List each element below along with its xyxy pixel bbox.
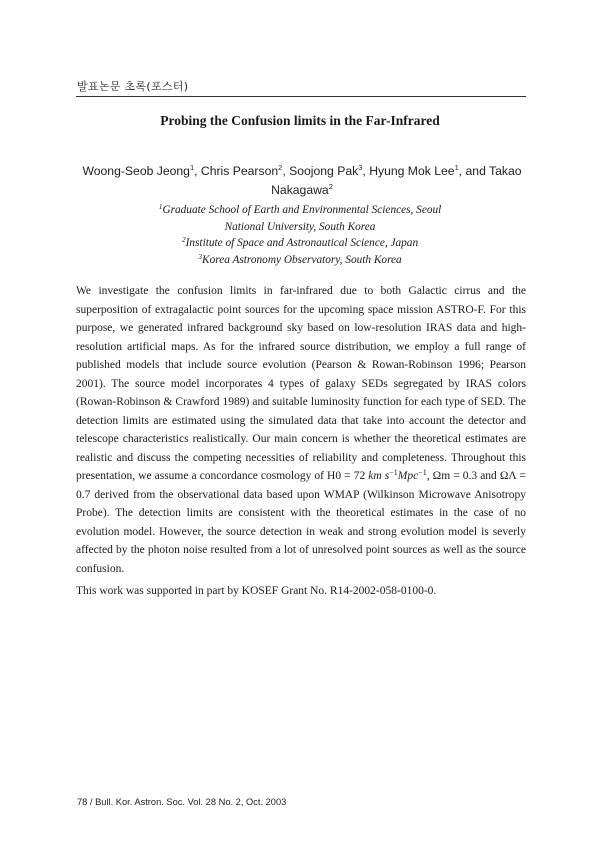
section-label: 발표논문 초록(포스터) xyxy=(77,80,189,93)
author-affil-mark: 2 xyxy=(278,163,283,172)
affiliation-number: 3 xyxy=(198,251,203,261)
author-affil-mark: 2 xyxy=(328,182,333,191)
abstract-text: We investigate the confusion limits in far-infrared due to both Galactic cirrus and the superposition of extragalactic point sources for the upcoming space mission ASTRO-F. For this purpose, we generated infrared background sky based on low-resolution IRAS data and high-resolution artificial maps. As for the infrared source distribution, we employ a full range of published models that include source evolution (Pearson & Rowan-Robinson 1996; Pearson 2001). The source model incorporates 4 types of galaxy SEDs segregated by IRAS colors (Rowan-Robinson & Crawford 1989) and suitable luminosity function for each type of SED. The detection limits are estimated using the simulated data that take into account the detector and telescope characteristics realistically. Our main concern is whether the theoretical estimates are realistic and discuss the competing necessities of reliability and completeness. Throughout this presentation, we assume a concordance cosmology of H0 = 72 xyxy=(76,285,526,482)
author-list xyxy=(82,162,522,200)
author-name: Chris Pearson xyxy=(200,164,279,178)
page-footer: 78 / Bull. Kor. Astron. Soc. Vol. 28 No. 2, Oct. 2003 xyxy=(77,797,287,807)
author-name: Hyung Mok Lee xyxy=(369,164,455,178)
paper-title: Probing the Confusion limits in the Far-Infrared xyxy=(160,113,440,128)
unit-km: km xyxy=(368,470,382,482)
affiliation-line: National University, South Korea xyxy=(224,220,376,233)
author-separator: , and xyxy=(458,164,490,178)
author-affil-mark: 1 xyxy=(189,163,195,172)
author-name: Woong-Seob Jeong xyxy=(82,164,190,178)
affiliation xyxy=(90,252,510,269)
acknowledgment: This work was supported in part by KOSEF Grant No. R14-2002-058-0100-0. xyxy=(76,585,437,597)
unit-exponent: −1 xyxy=(418,468,427,477)
affiliation-line: Korea Astronomy Observatory, South Korea xyxy=(202,253,402,266)
author-separator: , xyxy=(282,164,290,178)
affiliation xyxy=(90,235,510,252)
author-separator: , xyxy=(194,164,201,178)
affiliation-list xyxy=(90,202,510,268)
unit-s: s xyxy=(381,470,390,482)
affiliation xyxy=(90,202,510,219)
affiliation-number: 2 xyxy=(181,235,186,244)
affiliation-line: Institute of Space and Astronautical Science, Japan xyxy=(185,237,419,249)
unit-mpc: Mpc xyxy=(397,470,419,482)
author-affil-mark: 1 xyxy=(454,163,459,172)
author-name: Soojong Pak xyxy=(289,164,359,178)
header-rule xyxy=(76,96,526,97)
affiliation-line: Graduate School of Earth and Environmental Sciences, Seoul xyxy=(162,204,442,216)
abstract-text: , Ωm = 0.3 and ΩΛ = 0.7 derived from the observational data based upon WMAP (Wilkinson Microwave Anisotropy Probe). The detection limits are consistent with the theoretical estimates in the case of no evolution model. However, the source detection in weak and strong evolution model is severly affected by the photon noise resulted from a lot of unresolved point sources as well as the source confusion. xyxy=(76,470,527,575)
author-affil-mark: 3 xyxy=(358,163,363,172)
abstract-body xyxy=(76,282,526,578)
author-name: Takao Nakagawa xyxy=(271,164,522,197)
unit-exponent: −1 xyxy=(389,468,398,477)
author-separator: , xyxy=(362,164,370,178)
affiliation-number: 1 xyxy=(158,202,163,211)
